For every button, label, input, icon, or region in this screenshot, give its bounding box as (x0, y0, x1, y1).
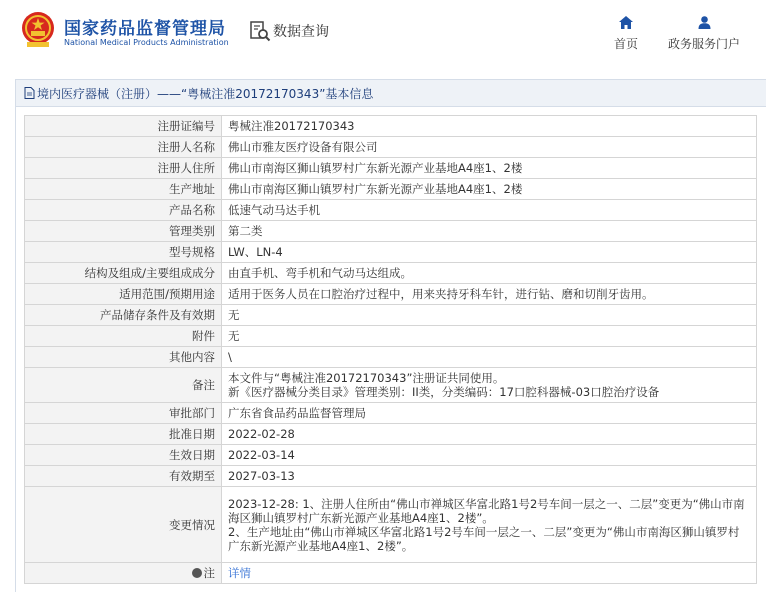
field-label: 审批部门 (25, 403, 222, 424)
field-label: 生效日期 (25, 445, 222, 466)
field-value (222, 487, 757, 563)
table-row (25, 179, 757, 200)
field-label: 注册人名称 (25, 137, 222, 158)
field-value: 佛山市南海区狮山镇罗村广东新光源产业基地A4座1、2楼 (222, 158, 757, 179)
field-label: 批准日期 (25, 424, 222, 445)
table-row (25, 137, 757, 158)
table-row (25, 368, 757, 403)
change-line-2: 2、生产地址由“佛山市禅城区华富北路1号2号车间一层之一、二层”变更为“佛山市南海区狮山镇罗村广东新光源产业基地A4座1、2楼”。 (228, 524, 740, 553)
table-row (25, 200, 757, 221)
field-label: 型号规格 (25, 242, 222, 263)
table-row (25, 347, 757, 368)
table-row (25, 466, 757, 487)
field-value: 由直手机、弯手机和气动马达组成。 (222, 263, 757, 284)
field-label: 备注 (25, 368, 222, 403)
home-icon (619, 16, 633, 29)
site-header (0, 0, 766, 66)
table-row (25, 284, 757, 305)
table-row (25, 242, 757, 263)
nav-home-label: 首页 (613, 37, 638, 51)
field-value: 适用于医务人员在口腔治疗过程中，用来夹持牙科车针，进行钻、磨和切削牙齿用。 (222, 284, 757, 305)
field-value: 无 (222, 326, 757, 347)
field-label: 生产地址 (25, 179, 222, 200)
field-value: \ (222, 347, 757, 368)
field-label: 变更情况 (25, 487, 222, 563)
field-value (222, 563, 757, 584)
table-row (25, 487, 757, 563)
table-row (25, 116, 757, 137)
table-row (25, 263, 757, 284)
key-icon (192, 568, 202, 578)
table-row (25, 445, 757, 466)
field-label: 有效期至 (25, 466, 222, 487)
nav-home[interactable] (610, 16, 642, 52)
field-label: 附件 (25, 326, 222, 347)
details-link[interactable]: 详情 (228, 566, 251, 580)
field-label: 管理类别 (25, 221, 222, 242)
nav-gov-service-label: 政务服务门户 (667, 37, 740, 51)
table-row (25, 221, 757, 242)
change-line-1: 2023-12-28: 1、注册人住所由“佛山市禅城区华富北路1号2号车间一层之一、二层”变更为“佛山市南海区狮山镇罗村广东新光源产业基地A4座1、2楼”。 (228, 496, 745, 525)
field-label (25, 563, 222, 584)
user-icon (698, 16, 711, 29)
data-query-label[interactable] (249, 20, 329, 42)
detail-panel (15, 79, 766, 592)
note-label: 注 (203, 566, 215, 580)
table-row (25, 563, 757, 584)
table-row (25, 403, 757, 424)
field-value: 2022-03-14 (222, 445, 757, 466)
field-value: LW、LN-4 (222, 242, 757, 263)
table-row (25, 158, 757, 179)
remark-line-2: 新《医疗器械分类目录》管理类别：II类，分类编码：17口腔科器械-03口腔治疗设备 (228, 385, 660, 399)
nav-gov-service[interactable] (662, 16, 746, 52)
table-row (25, 305, 757, 326)
field-label: 产品储存条件及有效期 (25, 305, 222, 326)
field-label: 结构及组成/主要组成成分 (25, 263, 222, 284)
national-emblem-icon[interactable] (21, 11, 55, 49)
field-label: 产品名称 (25, 200, 222, 221)
field-value: 佛山市雅友医疗设备有限公司 (222, 137, 757, 158)
table-row (25, 424, 757, 445)
table-row (25, 326, 757, 347)
field-label: 其他内容 (25, 347, 222, 368)
panel-title: 境内医疗器械（注册）——“粤械注准20172170343”基本信息 (37, 86, 374, 101)
field-value: 粤械注准20172170343 (222, 116, 757, 137)
field-value (222, 368, 757, 403)
document-icon (24, 87, 35, 99)
data-query-text: 数据查询 (273, 24, 329, 40)
search-magnifier-icon (249, 20, 271, 42)
site-subtitle: National Medical Products Administration (64, 38, 229, 47)
field-label: 注册人住所 (25, 158, 222, 179)
site-title[interactable]: 国家药品监督管理局 (64, 19, 226, 39)
info-table (24, 115, 757, 584)
panel-header (16, 80, 766, 107)
remark-line-1: 本文件与“粤械注准20172170343”注册证共同使用。 (228, 371, 505, 385)
field-value: 2027-03-13 (222, 466, 757, 487)
field-label: 适用范围/预期用途 (25, 284, 222, 305)
field-value: 无 (222, 305, 757, 326)
field-label: 注册证编号 (25, 116, 222, 137)
field-value: 广东省食品药品监督管理局 (222, 403, 757, 424)
field-value: 佛山市南海区狮山镇罗村广东新光源产业基地A4座1、2楼 (222, 179, 757, 200)
field-value: 第二类 (222, 221, 757, 242)
field-value: 2022-02-28 (222, 424, 757, 445)
field-value: 低速气动马达手机 (222, 200, 757, 221)
